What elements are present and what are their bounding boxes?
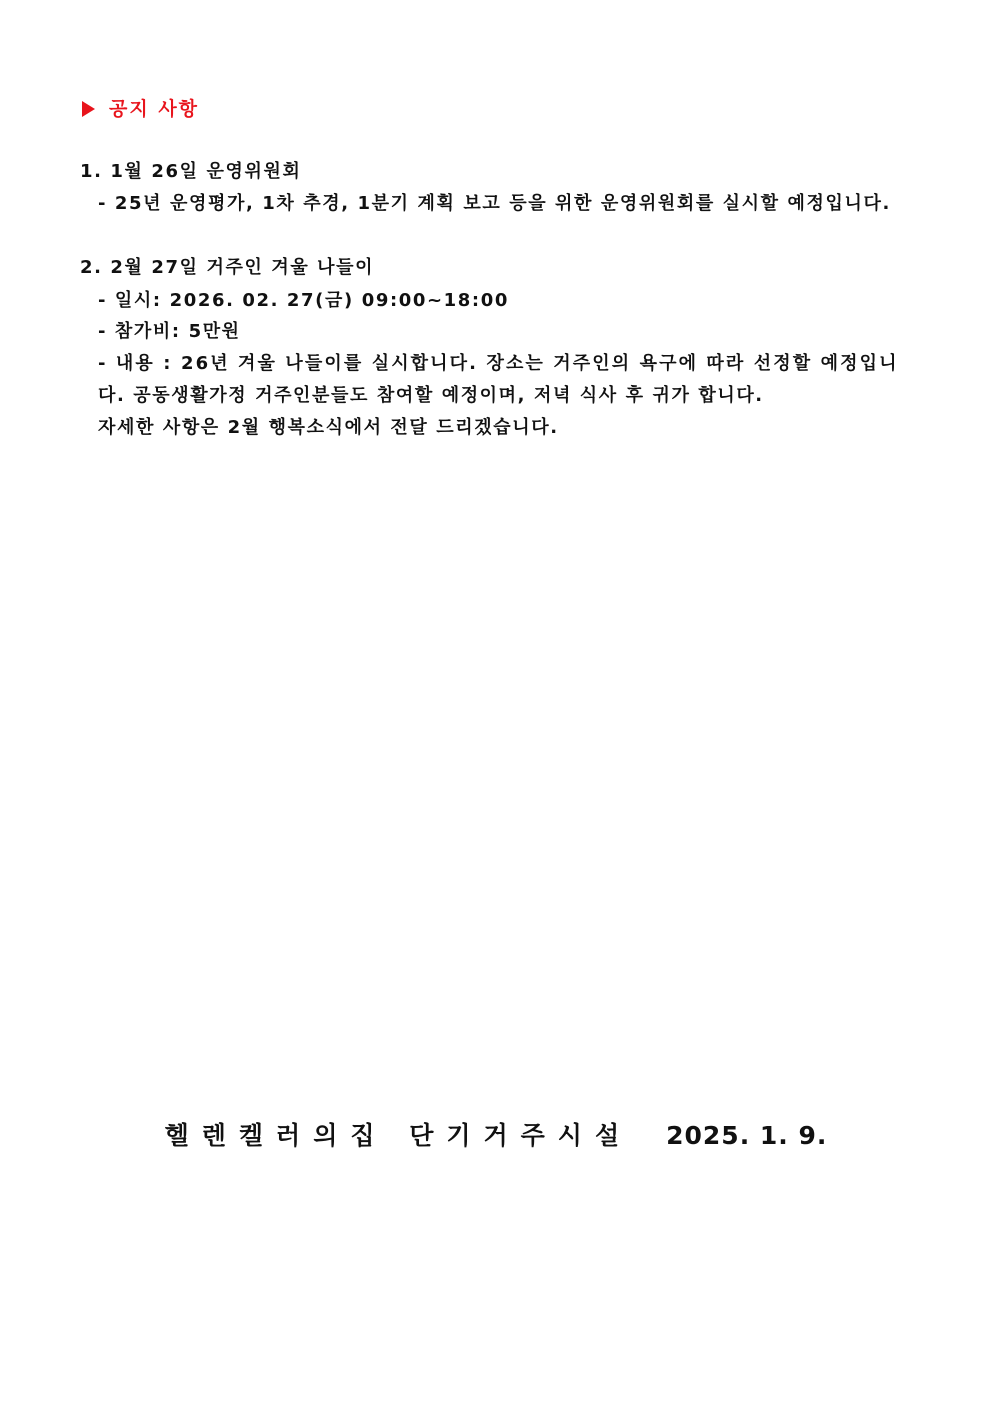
item-detail-line: - 내용 : 26년 겨울 나들이를 실시합니다. 장소는 거주인의 욕구에 따라 선정할 예정입니 xyxy=(98,353,899,374)
item-title-outing: 2. 2월 27일 거주인 겨울 나들이 xyxy=(80,257,375,278)
item-detail-line: - 일시: 2026. 02. 27(금) 09:00~18:00 xyxy=(98,290,509,311)
issue-date: 2025. 1. 9. xyxy=(666,1121,828,1150)
notice-header xyxy=(82,94,199,121)
organization-name: 헬렌켈러의집 단기거주시설 xyxy=(164,1121,633,1150)
item-title-meeting: 1. 1월 26일 운영위원회 xyxy=(80,161,302,182)
notice-header-label: 공지 사항 xyxy=(109,98,200,120)
document-footer xyxy=(0,1116,992,1152)
item-detail-line: - 25년 운영평가, 1차 추경, 1분기 계획 보고 등을 위한 운영위원회를 실시할 예정입니다. xyxy=(98,193,891,214)
item-detail-line: 다. 공동생활가정 거주인분들도 참여할 예정이며, 저녁 식사 후 귀가 합니다. xyxy=(98,385,764,406)
triangle-right-icon xyxy=(82,101,95,117)
item-detail-line: 자세한 사항은 2월 행복소식에서 전달 드리겠습니다. xyxy=(98,417,559,438)
item-detail-line: - 참가비: 5만원 xyxy=(98,321,241,342)
